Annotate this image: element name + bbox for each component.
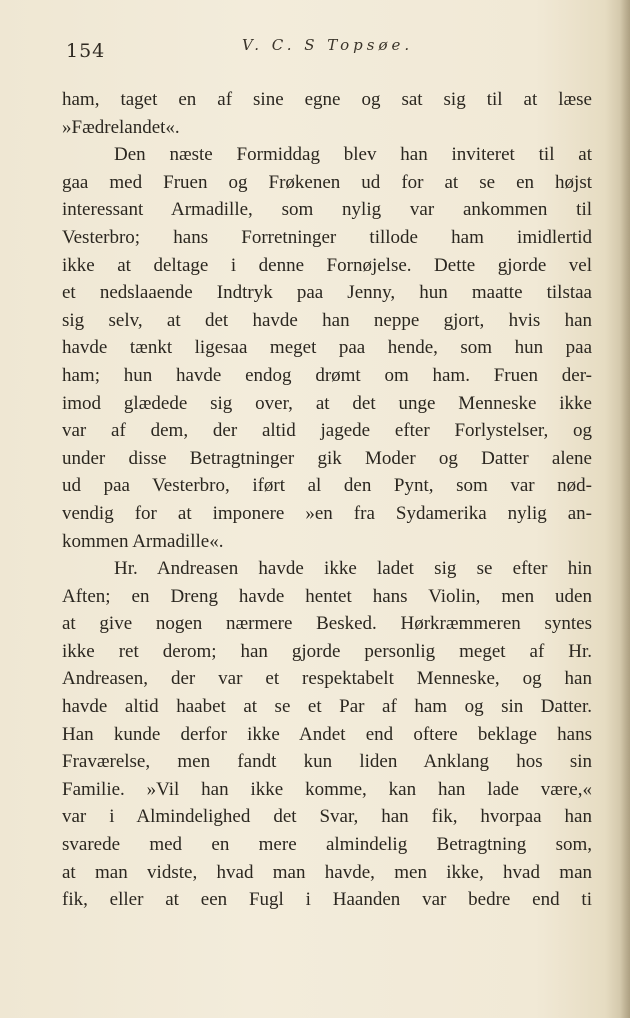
text-line [62,886,592,914]
text-line-content: et nedslaaende Indtryk paa Jenny, hun maatte tilstaa [62,282,592,304]
text-line [62,555,592,583]
text-line-content: svarede med en mere almindelig Betragtning som, [62,834,592,856]
text-line-content: havde tænkt ligesaa meget paa hende, som hun paa [62,337,592,359]
text-line [62,169,592,197]
text-line-content: vendig for at imponere »en fra Sydamerika nylig an- [62,502,592,524]
text-line [62,776,592,804]
text-line-content: Han kunde derfor ikke Andet end oftere beklage hans [62,723,592,745]
text-line-content: Hr. Andreasen havde ikke ladet sig se efter hin [114,558,592,580]
text-line [62,583,592,611]
page-edge-shadow [620,0,630,1018]
page-number: 154 [66,40,106,62]
text-line [62,307,592,335]
text-line [62,417,592,445]
text-line [62,279,592,307]
text-line-content: Den næste Formiddag blev han inviteret til at [114,144,592,166]
text-line [62,472,592,500]
text-line-content: kommen Armadille«. [62,530,224,552]
text-line-content: ham, taget en af sine egne og sat sig til at læse [62,89,592,110]
text-line-content: Familie. »Vil han ikke komme, kan han lade være,« [62,778,592,800]
running-head: V. C. S Topsøe. [242,36,414,54]
text-line [62,831,592,859]
text-line-content: at man vidste, hvad man havde, men ikke, hvad man [62,861,592,883]
text-line [62,196,592,224]
text-line-content: fik, eller at een Fugl i Haanden var bedre end ti [62,889,592,911]
text-line [62,334,592,362]
text-line-content: havde altid haabet at se et Par af ham og sin Datter. [62,696,592,718]
text-line-content: sig selv, at det havde han neppe gjort, hvis han [62,309,592,331]
text-line [62,114,592,142]
text-line-content: Fraværelse, men fandt kun liden Anklang hos sin [62,751,592,773]
text-line [62,390,592,418]
text-line [62,445,592,473]
text-line-content: ham; hun havde endog drømt om ham. Fruen der- [62,364,592,386]
text-line [62,693,592,721]
text-line-content: Aften; en Dreng havde hentet hans Violin, men uden [62,585,592,607]
text-line-content: »Fædrelandet«. [62,116,180,138]
page-header [62,36,592,66]
text-line-content: var af dem, der altid jagede efter Forlystelser, og [62,420,592,442]
text-line-content: imod glædede sig over, at det unge Menneske ikke [62,392,592,414]
text-line [62,748,592,776]
text-line-content: var i Almindelighed det Svar, han fik, hvorpaa han [62,806,592,828]
text-line [62,638,592,666]
text-line [62,859,592,887]
text-line-content: at give nogen nærmere Besked. Hørkræmmeren syntes [62,613,592,635]
text-line-content: gaa med Fruen og Frøkenen ud for at se en højst [62,171,592,193]
text-line [62,86,592,114]
body-text [62,86,592,914]
text-line [62,252,592,280]
text-line [62,528,592,556]
text-line [62,224,592,252]
text-line [62,500,592,528]
text-line-content: ud paa Vesterbro, iført al den Pynt, som var nød- [62,475,592,497]
text-line-content: Vesterbro; hans Forretninger tillode ham imidlertid [62,226,592,248]
text-line-content: ikke at deltage i denne Fornøjelse. Dette gjorde vel [62,254,592,276]
text-line-content: interessant Armadille, som nylig var ankommen til [62,199,592,221]
text-line-content: ikke ret derom; han gjorde personlig meget af Hr. [62,640,592,662]
text-line-content: under disse Betragtninger gik Moder og Datter alene [62,447,592,469]
text-line [62,610,592,638]
text-line [62,665,592,693]
text-line [62,141,592,169]
text-line [62,721,592,749]
text-line-content: Andreasen, der var et respektabelt Menneske, og han [62,668,592,690]
text-line [62,362,592,390]
text-line [62,803,592,831]
